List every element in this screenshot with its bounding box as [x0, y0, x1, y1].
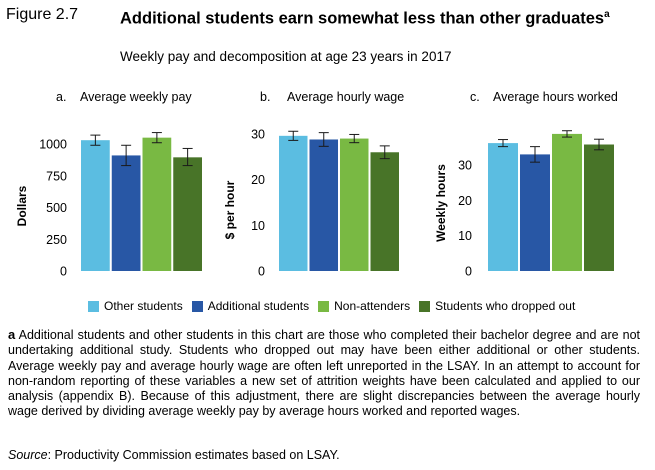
legend-swatch-other-students — [88, 301, 99, 312]
average-hours-worked-panel-title: Average hours worked — [493, 90, 618, 104]
average-hourly-wage-ytick-20: 20 — [251, 173, 265, 188]
legend-swatch-additional-students — [192, 301, 203, 312]
average-hours-worked-ytick-0: 0 — [465, 264, 472, 279]
source-label: Source — [8, 448, 48, 462]
average-weekly-pay-ytick-500: 500 — [46, 201, 67, 215]
average-hourly-wage-bar-additional-students — [310, 139, 339, 271]
source-text: : Productivity Commission estimates based on LSAY. — [47, 448, 340, 462]
figure-label: Figure 2.7 — [6, 6, 79, 23]
average-weekly-pay-panel-title: Average weekly pay — [80, 90, 192, 104]
average-weekly-pay-ytick-0: 0 — [60, 264, 67, 279]
legend-item-non-attenders — [318, 299, 410, 313]
legend-item-students-who-dropped-out — [419, 299, 575, 313]
average-hourly-wage-bar-non-attenders — [340, 139, 369, 271]
average-hourly-wage-panel-letter: b. — [260, 90, 271, 104]
average-hours-worked-ylabel: Weekly hours — [434, 164, 448, 242]
legend — [88, 299, 584, 313]
source-note — [8, 448, 340, 462]
figure-subtitle: Weekly pay and decomposition at age 23 years in 2017 — [120, 49, 452, 64]
average-hourly-wage-bar-other-students — [279, 136, 308, 271]
footnote-text: Additional students and other students in this chart are those who completed their bachelor degree and are not undertaking additional study. Students who dropped out may have been either additional or other students. Average weekly pay and average hourly wage are often left unreported in the LSAY. In an attempt to account for non-random reporting of these variables a new set of attrition weights have been calculated and applied to our analysis (appendix B). Because of this adjustment, there are slight discrepancies between the average hourly wage derived by dividing average weekly pay by average hours worked and reported wages. — [8, 328, 640, 419]
legend-label-other-students: Other students — [104, 299, 183, 313]
average-weekly-pay-ylabel: Dollars — [15, 185, 29, 227]
average-weekly-pay-bar-non-attenders — [143, 138, 172, 271]
legend-label-students-who-dropped-out: Students who dropped out — [435, 299, 576, 313]
legend-swatch-students-who-dropped-out — [419, 301, 430, 312]
average-hours-worked-ytick-30: 30 — [458, 158, 472, 173]
average-weekly-pay-bar-other-students — [81, 140, 110, 271]
average-hourly-wage-ytick-30: 30 — [251, 127, 265, 142]
figure-title-footnote-mark: a — [604, 9, 610, 20]
legend-item-other-students — [88, 299, 183, 313]
average-hours-worked-bar-additional-students — [520, 154, 550, 271]
average-weekly-pay-ytick-250: 250 — [46, 232, 67, 247]
average-weekly-pay-ytick-1000: 1000 — [39, 137, 67, 152]
average-weekly-pay-panel-letter: a. — [56, 90, 67, 104]
average-hours-worked-panel-letter: c. — [470, 90, 480, 104]
average-hourly-wage-panel-title: Average hourly wage — [287, 90, 405, 104]
legend-label-additional-students: Additional students — [207, 299, 310, 313]
figure-title-text: Additional students earn somewhat less than other graduates — [120, 9, 605, 28]
footnote-mark: a — [8, 327, 16, 342]
average-hourly-wage-ylabel: $ per hour — [223, 180, 237, 240]
average-hours-worked-bar-students-who-dropped-out — [584, 145, 614, 271]
average-hours-worked-bar-other-students — [488, 143, 518, 271]
average-hourly-wage-bar-students-who-dropped-out — [371, 152, 400, 271]
footnote — [8, 327, 640, 420]
legend-swatch-non-attenders — [318, 301, 329, 312]
average-hourly-wage-ytick-0: 0 — [258, 264, 265, 279]
legend-item-additional-students — [192, 299, 309, 313]
average-hours-worked-ytick-10: 10 — [458, 229, 472, 244]
average-weekly-pay-bar-students-who-dropped-out — [173, 157, 202, 271]
average-hours-worked-ytick-20: 20 — [458, 193, 472, 208]
average-hours-worked-bar-non-attenders — [552, 134, 582, 271]
average-weekly-pay-ytick-750: 750 — [46, 169, 67, 184]
average-hourly-wage-ytick-10: 10 — [251, 218, 265, 233]
average-weekly-pay-bar-additional-students — [112, 155, 141, 271]
legend-label-non-attenders: Non-attenders — [334, 299, 411, 313]
